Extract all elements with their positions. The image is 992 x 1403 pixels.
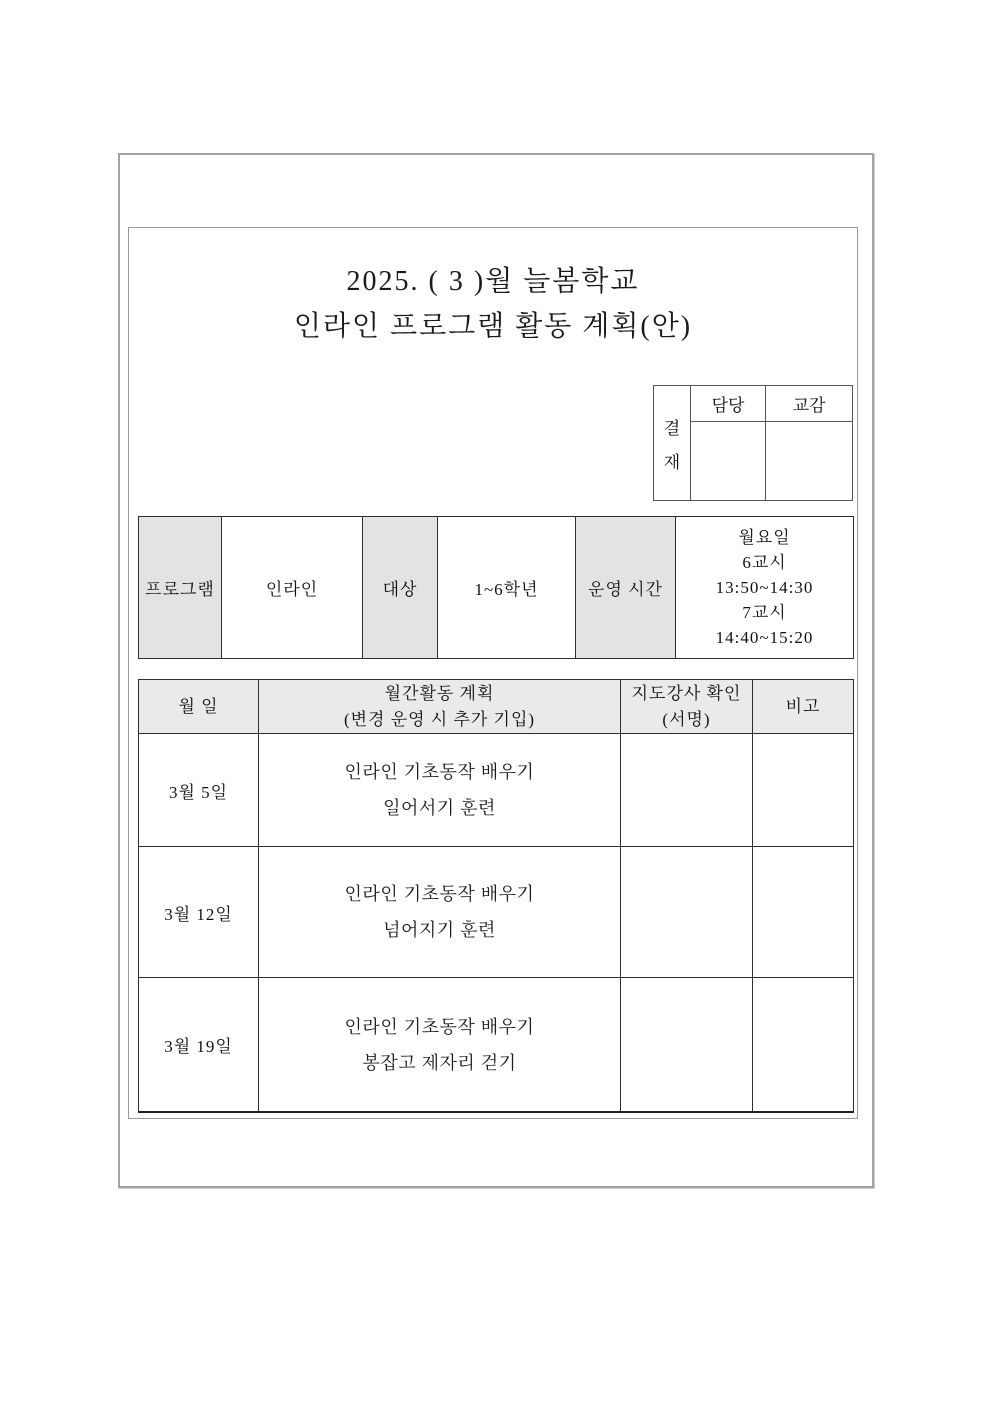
time-line-day: 월요일 (738, 528, 791, 547)
approval-sign-cell-2 (766, 422, 853, 501)
plan-header-activity-line2: (변경 운영 시 추가 기입) (343, 709, 536, 729)
plan-row-2-activity-line1: 인라인 기초동작 배우기 (344, 884, 535, 904)
plan-row-2-note-cell (753, 847, 854, 978)
program-label-cell: 프로그램 (139, 517, 222, 659)
approval-col-damdang: 담당 (691, 386, 766, 422)
plan-row-1-date: 3월 5일 (139, 734, 259, 847)
plan-row-2-activity-line2: 넘어지기 훈련 (383, 920, 496, 940)
plan-row-2-date: 3월 12일 (139, 847, 259, 978)
document-title (128, 259, 858, 349)
plan-row-3-date: 3월 19일 (139, 978, 259, 1113)
approval-label-char-1: 결 (663, 418, 681, 438)
plan-row-1-activity-line1: 인라인 기초동작 배우기 (344, 762, 535, 782)
plan-row-1-note-cell (753, 734, 854, 847)
plan-header-instructor-line2: (서명) (662, 709, 711, 729)
plan-row-2-instructor-cell (621, 847, 753, 978)
plan-header-note: 비고 (753, 680, 854, 734)
time-line-period-6: 6교시 (742, 553, 787, 572)
time-line-range-7: 14:40~15:20 (715, 628, 814, 647)
program-value-cell: 인라인 (222, 517, 363, 659)
plan-row-1-instructor-cell (621, 734, 753, 847)
program-info-table (138, 516, 854, 659)
plan-row-3-activity (259, 978, 621, 1113)
time-line-range-6: 13:50~14:30 (715, 578, 814, 597)
time-value-cell (676, 517, 854, 659)
approval-label-cell (654, 386, 691, 501)
plan-header-instructor (621, 680, 753, 734)
plan-row-2-activity (259, 847, 621, 978)
plan-header-activity-line1: 월간활동 계획 (384, 683, 495, 703)
target-label-cell: 대상 (363, 517, 438, 659)
plan-row-3-instructor-cell (621, 978, 753, 1113)
plan-header-activity (259, 680, 621, 734)
approval-col-gyogam: 교감 (766, 386, 853, 422)
title-line-1: 2025. ( 3 )월 늘봄학교 (346, 266, 640, 297)
plan-row-1-activity-line2: 일어서기 훈련 (383, 798, 496, 818)
plan-row-3-activity-line2: 봉잡고 제자리 걷기 (362, 1052, 517, 1073)
plan-row-1-activity (259, 734, 621, 847)
plan-row-3-note-cell (753, 978, 854, 1113)
time-line-period-7: 7교시 (742, 603, 787, 622)
plan-row-3 (139, 978, 854, 1113)
plan-header-instructor-line1: 지도강사 확인 (631, 683, 742, 703)
approval-sign-cell-1 (691, 422, 766, 501)
plan-header-date: 월 일 (139, 680, 259, 734)
approval-stamp-table (653, 385, 853, 501)
time-label-cell: 운영 시간 (576, 517, 676, 659)
target-value-cell: 1~6학년 (438, 517, 576, 659)
approval-label-char-2: 재 (663, 452, 681, 472)
plan-row-1 (139, 734, 854, 847)
plan-row-3-activity-line1: 인라인 기초동작 배우기 (344, 1016, 535, 1037)
title-line-2: 인라인 프로그램 활동 계획(안) (293, 311, 693, 342)
plan-row-2 (139, 847, 854, 978)
monthly-plan-table (138, 679, 854, 1113)
